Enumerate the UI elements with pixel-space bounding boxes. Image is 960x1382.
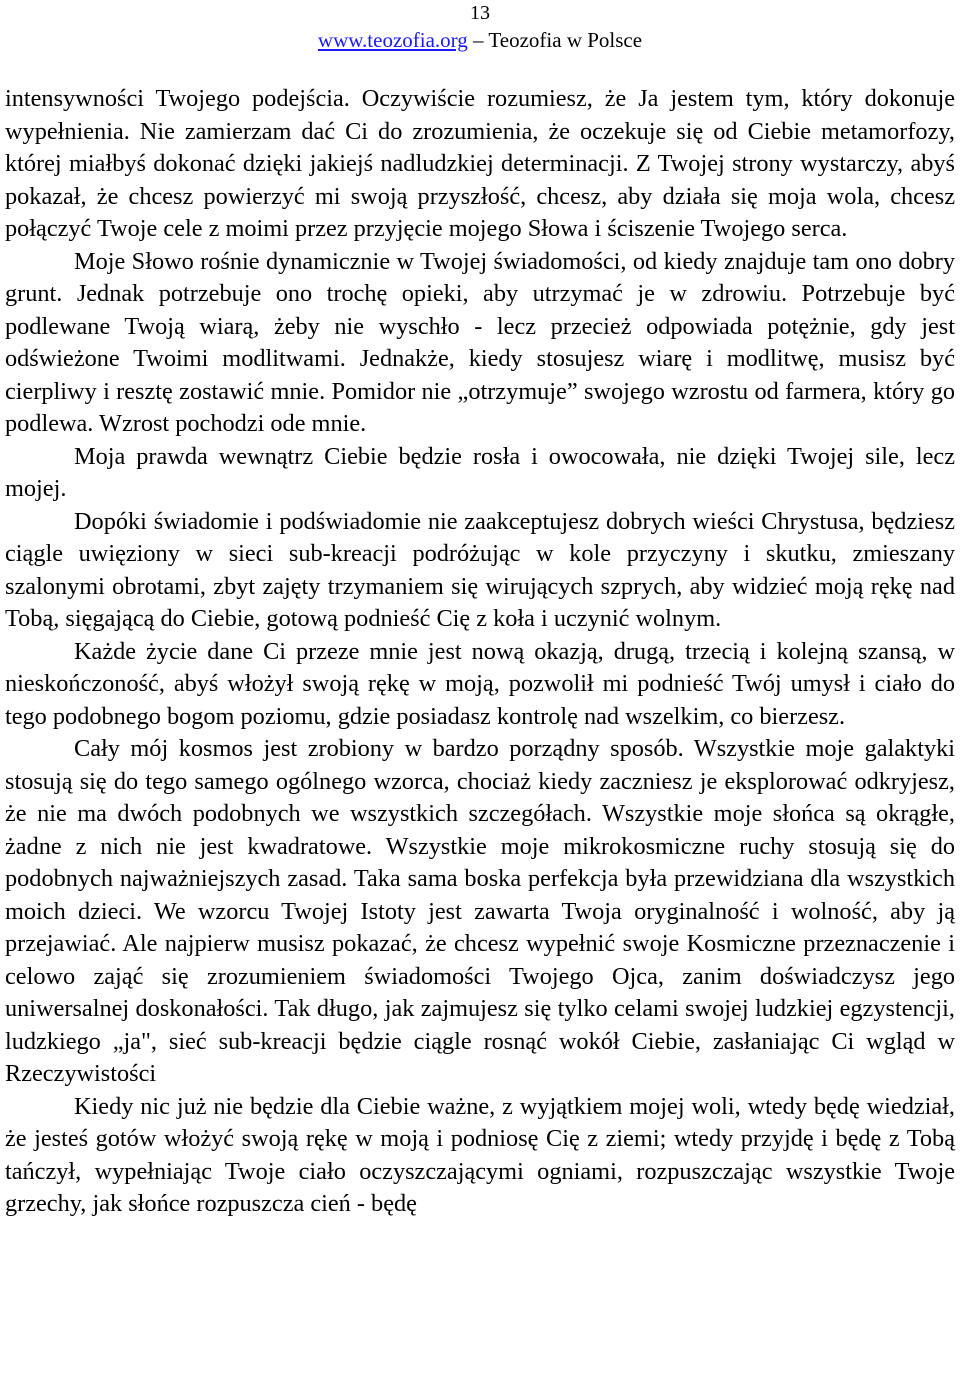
paragraph: Moja prawda wewnątrz Ciebie będzie rosła i owocowała, nie dzięki Twojej sile, lecz mojej. xyxy=(5,442,955,502)
page-header xyxy=(0,0,960,54)
site-name: Teozofia w Polsce xyxy=(488,28,643,52)
header-line xyxy=(0,26,960,54)
paragraph: Moje Słowo rośnie dynamicznie w Twojej świadomości, od kiedy znajduje tam ono dobry grunt. Jednak potrzebuje ono trochę opieki, aby utrzymać je w zdrowiu. Potrzebuje być podlewane Twoją wiarą, żeby nie wyschło - lecz przecież odpowiada potężnie, gdy jest odświeżone Twoimi modlitwami. Jednakże, kiedy stosujesz wiarę i modlitwę, musisz być cierpliwy i resztę zostawić mnie. Pomidor nie „otrzymuje” swojego wzrostu od farmera, który go podlewa. Wzrost pochodzi ode mnie. xyxy=(5,247,955,437)
paragraph: Kiedy nic już nie będzie dla Ciebie ważne, z wyjątkiem mojej woli, wtedy będę wiedział, że jesteś gotów włożyć swoją rękę w moją i podniosę Cię z ziemi; wtedy przyjdę i będę z Tobą tańczył, wypełniając Twoje ciało oczyszczającymi ogniami, rozpuszczając wszystkie Twoje grzechy, jak słońce rozpuszcza cień - będę xyxy=(5,1092,955,1217)
paragraph: Cały mój kosmos jest zrobiony w bardzo porządny sposób. Wszystkie moje galaktyki stosują się do tego samego ogólnego wzorca, chociaż kiedy zaczniesz je eksplorować odkryjesz, że nie ma dwóch podobnych we wszystkich szczegółach. Wszystkie moje słońca są okrągłe, żadne z nich nie jest kwadratowe. Wszystkie moje mikrokosmiczne ruchy stosują się do podobnych najważniejszych zasad. Taka sama boska perfekcja była przewidziana dla wszystkich moich dzieci. We wzorcu Twojej Istoty jest zawarta Twoja oryginalność i wolność, aby ją przejawiać. Ale najpierw musisz pokazać, że chcesz wypełnić swoje Kosmiczne przeznaczenie i celowo zająć się zrozumieniem świadomości Twojego Ojca, zanim doświadczysz jego uniwersalnej doskonałości. Tak długo, jak zajmujesz się tylko celami swojej ludzkiej egzystencji, ludzkiego „ja", sieć sub-kreacji będzie ciągle rosnąć wokół Ciebie, zasłaniając Ci wgląd w Rzeczywistości xyxy=(5,735,955,1087)
paragraph: Każde życie dane Ci przeze mnie jest nową okazją, drugą, trzecią i kolejną szansą, w nieskończoność, abyś włożył swoją rękę w moją, pozwolił mi podnieść Twój umysł i ciało do tego podobnego bogom poziomu, gdzie posiadasz kontrolę nad wszelkim, co bierzesz. xyxy=(5,637,955,730)
page-number: 13 xyxy=(470,2,490,24)
header-separator: – xyxy=(473,28,484,52)
paragraph: Dopóki świadomie i podświadomie nie zaakceptujesz dobrych wieści Chrystusa, będziesz ciągle uwięziony w sieci sub-kreacji podróżując w kole przyczyny i skutku, zmieszany szalonymi obrotami, zbyt zajęty trzymaniem się wirujących szprych, aby widzieć moją rękę nad Tobą, sięgającą do Ciebie, gotową podnieść Cię z koła i uczynić wolnym. xyxy=(5,507,955,632)
paragraph: intensywności Twojego podejścia. Oczywiście rozumiesz, że Ja jestem tym, który dokonuje wypełnienia. Nie zamierzam dać Ci do zrozumienia, że oczekuje się od Ciebie metamorfozy, której miałbyś dokonać dzięki jakiejś nadludzkiej determinacji. Z Twojej strony wystarczy, abyś pokazał, że chcesz powierzyć mi swoją przyszłość, chcesz, aby działa się moja wola, chcesz połączyć Twoje cele z moimi przez przyjęcie mojego Słowa i ściszenie Twojego serca. xyxy=(5,85,955,242)
document-body xyxy=(5,83,955,1221)
site-link[interactable]: www.teozofia.org xyxy=(317,28,468,52)
